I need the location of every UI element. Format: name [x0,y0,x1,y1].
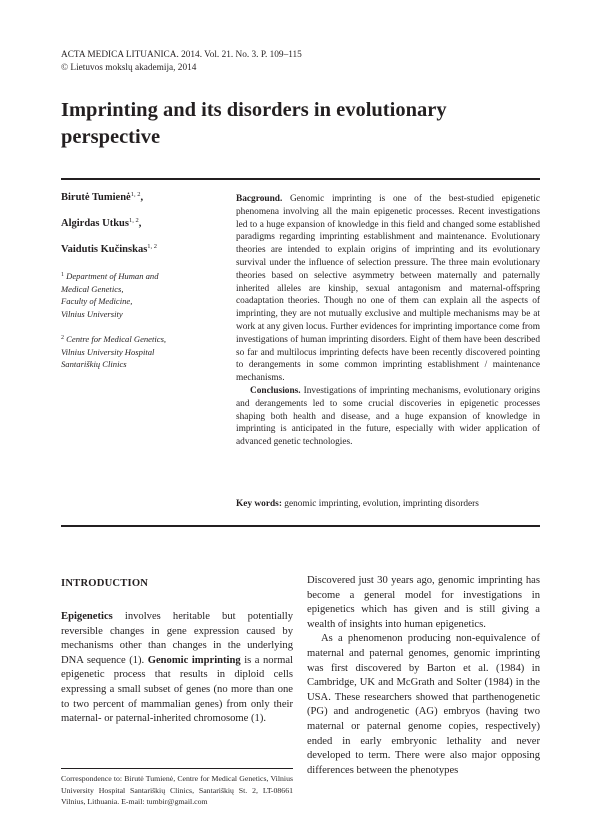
intro-paragraph-1: Epigenetics involves heritable but potentially reversible changes in gene expression caused by mechanisms other than changes in the underlying DNA sequence (1). Genomic imprinting is a normal epigenetic process that results in diploid cells expressing a small subset of genes (no more than one to two percent of mammalian genes) from only their maternal- or paternal-inherited chromosome (1). [61,611,293,725]
author-3: Vaidutis Kučinskas$^{1, 2}$ [61,243,158,255]
journal-citation: ACTA MEDICA LITUANICA. 2014. Vol. 21. No. 3. P. 109–115 [61,50,302,60]
correspondence-footnote: Correspondence to: Birutė Tumienė, Centre for Medical Genetics, Vilnius University Hospital Santariškių Clinics, Santariškių St. 2, LT-08661 Vilnius, Lithuania. E-mail: tumbir@gmail.com [61,774,293,807]
affiliation-2: $^2$ Centre for Medical Genetics, Vilnius University Hospital Santariškių Clinics [61,334,167,369]
title-divider [61,178,540,180]
keywords: Key words: genomic imprinting, evolution, imprinting disorders [236,499,479,509]
article-title: Imprinting and its disorders in evolutionary perspective [61,99,447,148]
body-column-left [61,598,293,727]
section-heading-introduction: INTRODUCTION [61,578,149,589]
author-2: Algirdas Utkus$^{1, 2}$, [61,217,142,229]
abstract-divider [61,525,540,527]
intro-paragraph-3: As a phenomenon producing non-equivalence of maternal and paternal genomes, genomic imprinting was first discovered by Barton et al. (1984) in Cambridge, UK and McGrath and Solter (1984) in the USA. These researchers showed that parthenogenetic (PG) and androgenetic (AG) embryos (having two maternal or paternal genome copies, respectively) ended in early embryonic lethality and never developed to term. There were also major opposing differences between the phenotypes [307,633,540,776]
abstract-conclusions: Conclusions. Investigations of imprinting mechanisms, evolutionary origins and derangements led to some crucial discoveries in epigenetic processes shaping both health and disease, and a huge expansion of knowledge in imprinting is anticipated in the future, especially with wider application of advanced genetic technologies. [236,385,540,448]
footnote-divider [61,768,293,769]
affiliation-1: $^1$ Department of Human and Medical Genetics, Faculty of Medicine, Vilnius University [61,271,159,319]
intro-paragraph-2: Discovered just 30 years ago, genomic imprinting has become a general model for investigations in epigenetics which has given and is still giving a wealth of insights into human epigenetics. [307,575,540,630]
copyright-line: © Lietuvos mokslų akademija, 2014 [61,63,197,73]
body-column-right [307,574,540,778]
journal-header [61,49,302,75]
author-1: Birutė Tumienė$^{1, 2}$, [61,191,144,203]
abstract-background: Bacground. Genomic imprinting is one of the best-studied epigenetic phenomena involving all the main epigenetic processes. Recent investigations led to a huge expansion of knowledge in this field and changed some established paradigms regarding imprinting establishment and maintenance. Evolutionary theories are intended to explain origins of imprinting and its evolutionary survival under the influence of selection pressure. The three main evolutionary theories based on selective asymmetry between maternally and paternally inherited alleles are kinship, sexual antagonism and maternal-offspring coadaptation theories. Though no one of them can explain all the aspects of imprinting, they are not mutually exclusive and multiple mechanisms may be at work at any given locus. Further evidences for imprinting importance come from investigations of human imprinting disorders. Eight of them have been described so far and multilocus imprinting defects have been recently discovered pointing to derangements in some common imprinting establishment / maintenance mechanisms. [236,194,540,384]
author-block [61,191,221,371]
abstract [236,193,540,449]
